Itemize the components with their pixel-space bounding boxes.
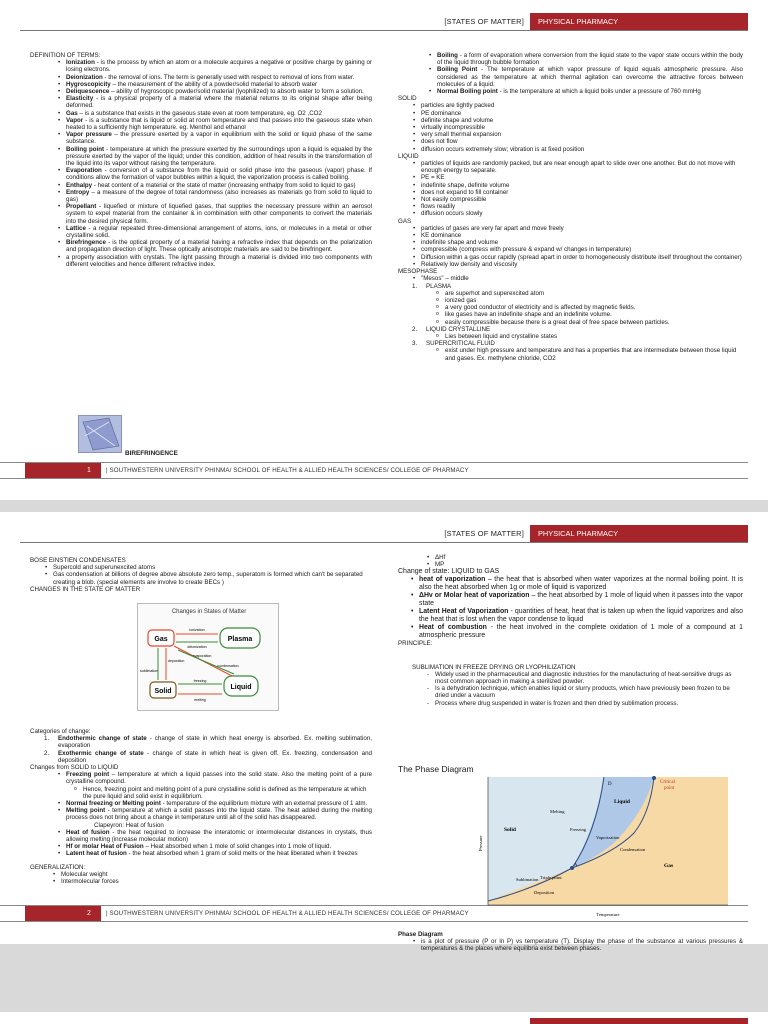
definition-text: - the heat involved in the complete oxidation of 1 mole of a compound at 1 atmospheric pressure (419, 624, 743, 640)
liquid-gas-list (410, 576, 743, 640)
condensation-label: Condensation (620, 847, 646, 852)
freezing-list (57, 771, 372, 785)
page-3 (0, 1012, 768, 1024)
list-item: • indefinite shape, definite volume (412, 182, 743, 189)
definition-item (410, 576, 743, 592)
definition-text: – a measure of the degree of total randomness (also increases as materials go from solid to liquid to gas) (66, 188, 372, 204)
definition-term: Hygroscopicity (66, 80, 111, 88)
list-item: • indefinite shape and volume (412, 239, 743, 246)
header-subject-bar (530, 1018, 748, 1024)
category-text: - change of state in which heat is given off. Ex. freezing, condensation and deposition (58, 749, 372, 764)
definition-item (410, 608, 743, 624)
birefringence-caption: BIREFRINGENCE (125, 450, 178, 457)
diagram-freezing: freezing (193, 679, 207, 683)
list-item: • diffusion occurs slowly (412, 210, 743, 217)
definition-text: – Heat absorbed when 1 mole of solid changes into 1 mole of liquid. (145, 843, 332, 851)
plasma-list (436, 290, 743, 326)
definition-text: - is a physical property of a material where the material returns to its original shape after being deformed. (66, 95, 372, 110)
definition-term: Elasticity (66, 95, 94, 103)
right-top-list (426, 554, 743, 568)
definition-term: Latent heat of fusion (66, 850, 127, 858)
phase-caption-title: Phase Diagram (398, 931, 443, 938)
list-item: - Process where drug suspended in water is frozen and then dried by sublimation process. (426, 700, 743, 707)
definition-term: Boiling Point (437, 66, 478, 74)
page-footer (0, 462, 748, 479)
freezing-label: Freezing (570, 827, 587, 832)
list-item: • Diffusion within a gas occur rapidly (spread apart in order to homogeneously distribute itself throughout the container) (412, 254, 743, 261)
definition-text: – is a substance that exists in the gaseous state even at room temperature, eg. O2 ,CO2 (79, 109, 322, 117)
definition-text: a property association with crystals. The light passing through a material is divided into two components with different velocities and hence different refractive index. (66, 253, 372, 268)
freezing-sub-list (74, 786, 372, 800)
list-item: • flows readily (412, 203, 743, 210)
list-item: - Widely used in the pharmaceutical and diagnostic industries for the manufacturing of heat-sensitive drugs as most common approach in making a sterilized powder. (426, 671, 743, 685)
diagram-deposition: deposition (168, 659, 185, 663)
definition-text: - temperature at which a solid passes into the liquid state. The heat added during the melting process does not bring about a change in temperature until all of the solid has disappeared. (66, 807, 372, 822)
diagram-evaporation: evaporation (192, 654, 212, 658)
phase-caption (398, 931, 743, 953)
diagram-condensation: condensation (217, 664, 239, 668)
list-item: • particles are tightly packed (412, 102, 743, 109)
solid-region-label: Solid (504, 827, 516, 833)
list-item: • does not expand to fill container (412, 189, 743, 196)
definition-term: Latent Heat of Vaporization (419, 608, 509, 616)
list-item: • particles of liquids are randomly packed, but are near enough apart to slide over one another. But do not move with enough energy to separate. (412, 160, 743, 174)
definition-item (57, 74, 372, 81)
definition-text: – the heat that is absorbed when water vaporizes at the normal boiling point. It is also the heat absorbed when 1g or mole of liquid is vaporized (419, 576, 743, 592)
gas-title: GAS (398, 217, 412, 225)
d-label: D (608, 782, 612, 787)
solid-list (412, 102, 743, 152)
list-item: - Is a dehydration technique, which enables liquid or slurry products, which have previously been frozen to be dried under a vacuum (426, 685, 743, 699)
mesophase-list (412, 275, 743, 282)
definition-term: Melting point (66, 807, 106, 815)
definition-item (57, 225, 372, 239)
list-item: • very small thermal expansion (412, 131, 743, 138)
states-column (398, 52, 743, 362)
definition-term: Birefringence (66, 239, 106, 247)
category-item (44, 735, 372, 749)
definition-term: Evaporation (66, 167, 102, 175)
page-header (438, 525, 748, 542)
definition-item (57, 131, 372, 145)
definition-term: heat of vaporization (419, 576, 486, 584)
definition-item (57, 110, 372, 117)
categories-title: Categories of change: (30, 728, 91, 735)
solid-liquid-list (57, 800, 372, 822)
pressure-axis-label: Pressure (478, 835, 483, 851)
phase-diagram (474, 773, 742, 919)
definition-term: Ionization (66, 59, 95, 67)
list-item: • diffusion occurs extremely slow; vibration is at fixed position (412, 146, 743, 153)
lc-item: 2. LIQUID CRYSTALLINE (412, 325, 491, 333)
definition-term: Heat of fusion (66, 828, 110, 836)
category-number: 1. (44, 735, 50, 743)
fusion-list (57, 829, 372, 858)
liquid-region-label: Liquid (614, 799, 630, 805)
definition-term: Deliquescence (66, 88, 110, 96)
definition-item (57, 146, 372, 168)
page-1 (0, 0, 768, 500)
principle-label: PRINCIPLE: (398, 640, 433, 648)
triple-point-label: Triple point (540, 875, 562, 880)
definition-item (57, 182, 372, 189)
definition-text: – ability of hygroscopic powder/solid material (lyophilized) to absorb water to form a solution. (111, 88, 364, 96)
vaporization-label: Vaporization (596, 835, 620, 840)
definition-text: - the heat required to increase the interatomic or intermolecular distances in crystals, thus allowing melting (increase molecular motion) (66, 828, 372, 844)
phase-diagram-title: The Phase Diagram (398, 764, 474, 774)
diagram-sublimation: sublimation (140, 669, 159, 673)
mesophase-types-2 (412, 326, 743, 333)
bec-title: BOSE EINSTIEN CONDENSATES (30, 557, 126, 564)
changes-of-state-diagram (137, 603, 279, 711)
solid-liquid-title: Changes from SOLID to LIQUID (30, 764, 119, 772)
category-item (44, 750, 372, 764)
header-rule (20, 542, 748, 543)
header-subject: PHYSICAL PHARMACY (530, 525, 748, 542)
freezing-point-item: • Freezing point – temperature at which a liquid passes into the solid state. Also the melting point of a pure crystalline compound. (57, 771, 372, 785)
scf-item: 3. SUPERCRITICAL FLUID (412, 340, 495, 348)
a-label: A (574, 862, 578, 867)
definition-term: Vapor (66, 116, 84, 124)
definition-item (57, 800, 372, 807)
diagram-melting: melting (194, 698, 206, 702)
definition-text: – the measurement of the ability of a powder/solid material to absorb water (112, 80, 318, 88)
gas-region-label: Gas (664, 863, 674, 869)
header-section: [STATES OF MATTER] (444, 529, 524, 538)
list-item: o ionized gas (436, 297, 743, 304)
definition-text: - conversion of a substance from the liquid or solid phase into the gaseous (vapor) phase. If conditions allow the formation of vapor bubbles within a liquid, the vaporization process is called boiling. (66, 167, 372, 182)
definition-text: - is the process by which an atom or a molecule acquires a negative or positive charge by gaining or losing electrons. (66, 59, 372, 74)
definition-text: - quantities of heat, heat that is taken up when the liquid vaporizes and also the heat that is lost when the vapor condense to liquid (419, 608, 743, 624)
categories-list (44, 735, 372, 764)
definition-item (57, 95, 372, 109)
list-item: • PE = KE (412, 174, 743, 181)
generalization-title: GENERALIZATION: (30, 863, 86, 871)
page-number: 1 (25, 463, 101, 478)
lc-list (436, 333, 743, 340)
list-item: • Intermolecular forces (52, 878, 372, 885)
header-subject: PHYSICAL PHARMACY (530, 13, 748, 30)
definition-item (57, 807, 372, 821)
diagram-liquid: Liquid (230, 684, 252, 691)
freezing-sub-item: o Hence, freezing point and melting point of a pure crystalline solid is defined as the temperature at which the pure liquid and solid exist in equilibrium. (74, 786, 372, 800)
diagram-title: Changes in States of Matter (171, 609, 247, 615)
definition-item (57, 167, 372, 181)
definition-item (57, 829, 372, 843)
list-item: • Relatively low density and viscosity (412, 261, 743, 268)
list-item: • KE dominance (412, 232, 743, 239)
definition-item (428, 88, 743, 95)
footer-text: | SOUTHWESTERN UNIVERSITY PHINMA/ SCHOOL OF HEALTH & ALLIED HEALTH SCIENCES/ COLLEGE OF PHARMACY (106, 467, 469, 474)
point-label: point (664, 786, 675, 791)
list-item: • Not easily compressible (412, 196, 743, 203)
definition-item (57, 117, 372, 131)
diagram-plasma: Plasma (227, 636, 253, 643)
definition-item (410, 592, 743, 608)
list-item: o Lies between liquid and crystalline states (436, 333, 743, 340)
sublimation-label: Sublimation (516, 877, 539, 882)
definition-text: - the removal of ions. The term is generally used with respect to removal of ions from water. (104, 73, 355, 81)
definition-term: Deionization (66, 73, 103, 81)
definition-item (428, 52, 743, 66)
definition-term: Boiling point (66, 145, 105, 153)
definition-text: - is the optical property of a material having a refractive index that depends on the polarization and propagation direction of light. These optically anisotropic materials are said to be birefringent. (66, 239, 372, 254)
mesophase-title: MESOPHASE (398, 268, 438, 276)
definition-item (57, 59, 372, 73)
sublimation-title: SUBLIMATION IN FREEZE DRYING OR LYOPHILIZATION (412, 663, 576, 671)
definition-item (57, 189, 372, 203)
liquid-gas-title: Change of state: LIQUID to GAS (398, 568, 500, 576)
diagram-ionization: ionization (189, 628, 205, 632)
generalization-list (52, 871, 372, 885)
definition-item (57, 843, 372, 850)
definition-item (410, 624, 743, 640)
mesophase-types (412, 283, 743, 290)
definition-text: - temperature of the equilibrium mixture with an external pressure of 1 atm. (162, 800, 368, 808)
page-number: 2 (25, 906, 101, 921)
definition-term: Enthalpy (66, 181, 93, 189)
footer-text: | SOUTHWESTERN UNIVERSITY PHINMA/ SCHOOL OF HEALTH & ALLIED HEALTH SCIENCES/ COLLEGE OF PHARMACY (106, 910, 469, 917)
definition-text: - is a substance that is liquid or solid at room temperature and that passes into the gaseous state when heated to a sufficiently high temperature. eg. Menthol and ethanol (66, 116, 372, 132)
list-item: • compressible (compress with pressure & expand w/ changes in temperature) (412, 246, 743, 253)
definitions-title: DEFINITION OF TERMS: (30, 52, 101, 59)
scf-list (436, 347, 743, 361)
list-item: o easily compressible because there is a great deal of free space between particles. (436, 319, 743, 326)
list-item: • particles of gases are very far apart and move freely (412, 225, 743, 232)
definition-term: Normal Boiling point (437, 88, 498, 96)
definition-text: – the heat absorbed by 1 mole of liquid when it passes into the vapor state (419, 592, 743, 608)
deposition-label: Deposition (534, 890, 555, 895)
sublimation-list (426, 671, 743, 707)
definition-item (57, 254, 372, 268)
definition-item (57, 850, 372, 857)
definition-term: Hf or molar Heat of Fusion (66, 843, 144, 851)
list-item: o like gases have an indefinite shape and an indefinite volume. (436, 311, 743, 318)
categories-column (30, 728, 372, 885)
bec-column (30, 557, 372, 593)
list-item: • definite shape and volume (412, 117, 743, 124)
definitions-column (30, 52, 372, 268)
definition-term: Entropy (66, 188, 90, 196)
gas-list (412, 225, 743, 268)
definition-text: - is the temperature at which a liquid boils under a pressure of 760 mmHg (499, 88, 701, 96)
definition-term: Heat of combustion (419, 624, 487, 632)
definition-text: - liquefied or mixture of liquefied gases, that supplies the necessary pressure within an aerosol system to expel material from the container & in combination with other components to convert the materials into the desired physical form. (66, 203, 372, 225)
definition-text: - the heat absorbed when 1 gram of solid melts or the heat liberated when it freezes (128, 850, 358, 858)
definition-text: - a form of evaporation where conversion from the liquid state to the vapor state occurs within the body of the liquid through bubble formation (437, 52, 743, 67)
header-rule (20, 30, 748, 31)
birefringence-image (78, 415, 122, 453)
category-term: Exothermic change of state (58, 749, 144, 757)
list-item: • virtually incompressible (412, 124, 743, 131)
clapeyron-note: Clapeyron: Heat of fusion (94, 821, 164, 829)
diagram-deionization: deionization (187, 645, 207, 649)
list-item: • Molecular weight (52, 871, 372, 878)
phase-caption-list (412, 938, 743, 952)
liquid-list (412, 160, 743, 218)
category-text: - change of state in which heat energy is absorbed. Ex. melting sublimation, evaporation (58, 735, 372, 750)
critical-label: Critical (660, 780, 675, 785)
changes-title: CHANGES IN THE STATE OF MATTER (30, 585, 141, 593)
page-header (438, 13, 748, 30)
mesophase-note: • "Mesos" – middle (412, 275, 743, 282)
definitions-list (57, 59, 372, 268)
definition-text: - The temperature at which vapor pressure of liquid equals atmospheric pressure. Also considered as the temperature at which thermal agitation can overcome the attractive forces between molecules of a liquid. (437, 66, 743, 88)
definition-term: ΔHv or Molar heat of vaporization (419, 592, 530, 600)
definition-item (57, 88, 372, 95)
definition-term: Boiling (437, 52, 458, 59)
melting-label: Melting (550, 809, 565, 814)
category-term: Endothermic change of state (58, 735, 147, 743)
boiling-list (428, 52, 743, 95)
temperature-axis-label: Temperature (596, 912, 620, 917)
mesophase-types-3 (412, 340, 743, 347)
list-item: • ΔHf (426, 554, 743, 561)
definition-term: Gas (66, 109, 78, 117)
list-item: • Supercold and superunexcited atoms (44, 564, 372, 571)
list-item: • does not flow (412, 138, 743, 145)
list-item: • Gas condensation at billions of degree above absolute zero temp., superatom is formed which can't be separated creating a blob. (special elements are involve to create BECs ) (44, 571, 372, 585)
list-item: o a very good conductor of electricity and is affected by magnetic fields. (436, 304, 743, 311)
definition-term: Propellant (66, 203, 97, 211)
definition-item (57, 81, 372, 88)
definition-term: Normal freezing or Melting point (66, 800, 161, 808)
liquid-gas-column (398, 554, 743, 707)
list-item: o exist under high pressure and temperature and has a properties that are intermediate between those liquid and gases. Ex. methylene chloride, CO2 (436, 347, 743, 361)
definition-text: - heat content of a material or the state of matter (increasing enthalpy from solid to liquid to gas) (93, 181, 356, 189)
definition-text: – the pressure exerted by a vapor in equilibrium with the solid or liquid phase of the same substance. (66, 131, 372, 146)
diagram-solid: Solid (154, 688, 172, 695)
list-item: • PE dominance (412, 110, 743, 117)
list-item: o are superhot and superexcited atom (436, 290, 743, 297)
diagram-gas: Gas (154, 636, 168, 643)
liquid-title: LIQUID (398, 152, 419, 160)
definition-term: Lattice (66, 224, 86, 232)
phase-caption-item: • is a plot of pressure (P or ln P) vs temperature (T). Display the phase of the substance at various pressures & temperatures & the places where equilibria exist between phases. (412, 938, 743, 952)
solid-title: SOLID (398, 95, 417, 103)
definition-item (57, 239, 372, 253)
header-section: [STATES OF MATTER] (444, 17, 524, 26)
definition-item (428, 66, 743, 88)
list-item: • MP (426, 561, 743, 568)
bec-list (44, 564, 372, 586)
plasma-item: 1. PLASMA (412, 282, 452, 290)
definition-text: - temperature at which the pressure exerted by the surroundings upon a liquid is equaled by the pressure exerted by the vapor of the liquid; under this condition, addition of heat results in the transformation of the liquid into its vapor without raising the temperature. (66, 145, 372, 168)
definition-item (57, 203, 372, 225)
definition-text: - a regular repeated three-dimensional arrangement of atoms, ions, or molecules in a metal or other crystalline solid. (66, 224, 372, 240)
category-number: 2. (44, 749, 50, 757)
definition-term: Vapor pressure (66, 131, 112, 139)
